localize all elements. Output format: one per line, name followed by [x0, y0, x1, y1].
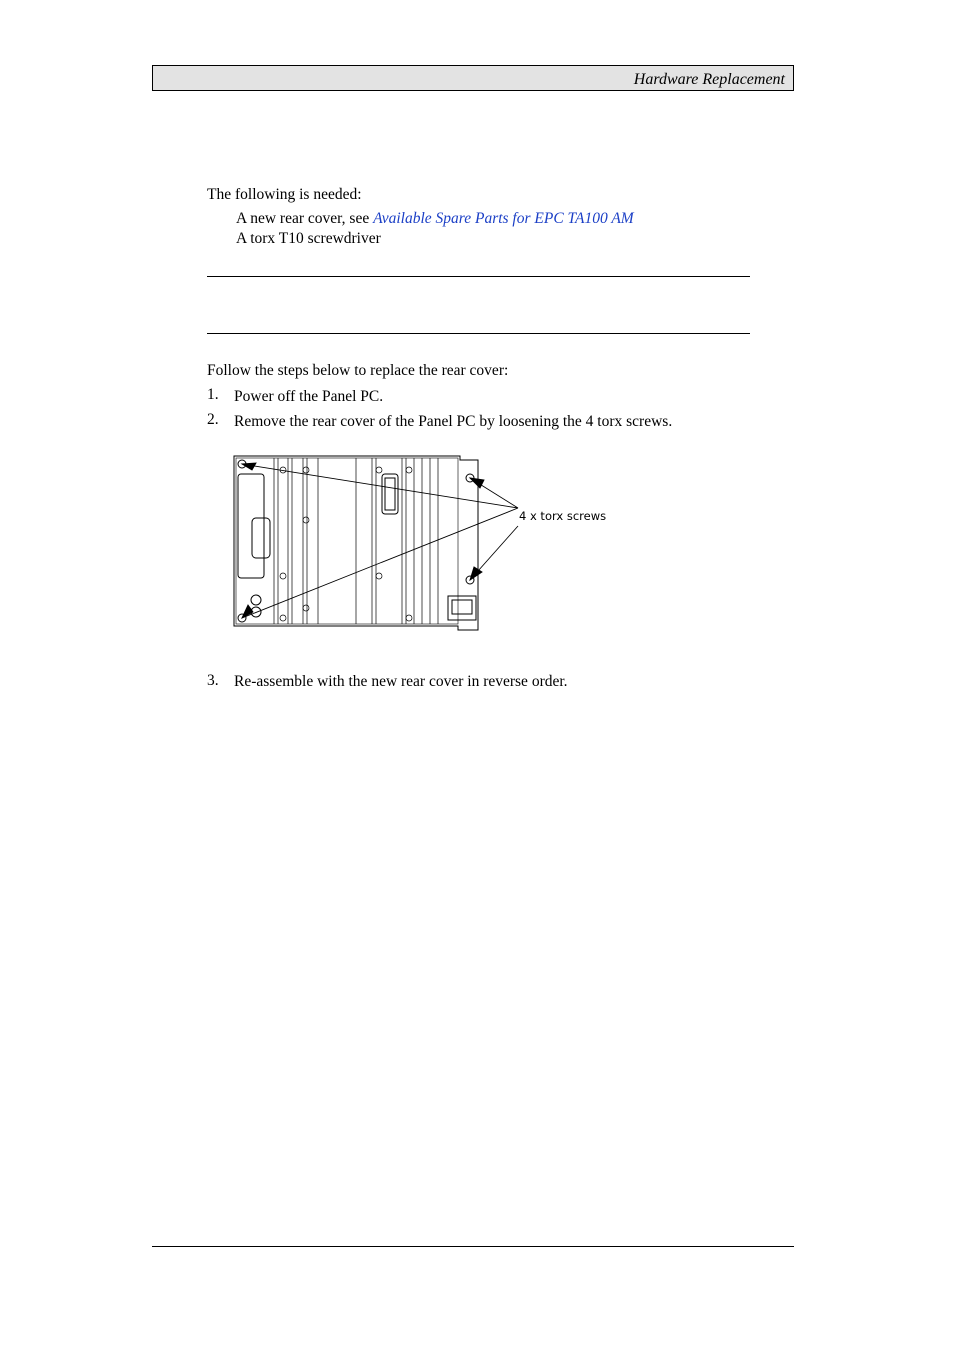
step-3-number: 3.	[207, 672, 219, 689]
header-title: Hardware Replacement	[633, 71, 785, 88]
needed-item-screwdriver: A torx T10 screwdriver	[236, 230, 381, 247]
step-2-text: Remove the rear cover of the Panel PC by loosening the 4 torx screws.	[234, 413, 673, 430]
procedure-intro: Follow the steps below to replace the rear cover:	[207, 362, 509, 379]
divider-top	[207, 276, 750, 277]
needed-item-prefix: A new rear cover, see	[236, 210, 374, 227]
footer-rule	[152, 1246, 794, 1247]
running-header	[152, 65, 794, 91]
step-2-number: 2.	[207, 411, 219, 428]
step-1-text: Power off the Panel PC.	[234, 388, 384, 405]
needed-intro: The following is needed:	[207, 186, 362, 203]
step-1-number: 1.	[207, 386, 219, 403]
callout-torx-screws: 4 x torx screws	[519, 509, 607, 523]
panel-pc-rear-figure	[226, 450, 626, 640]
step-3-text: Re-assemble with the new rear cover in reverse order.	[234, 673, 568, 690]
spare-parts-link[interactable]: Available Spare Parts for EPC TA100 AM	[373, 210, 634, 227]
needed-item-rear-cover	[236, 210, 634, 228]
divider-bottom	[207, 333, 750, 334]
